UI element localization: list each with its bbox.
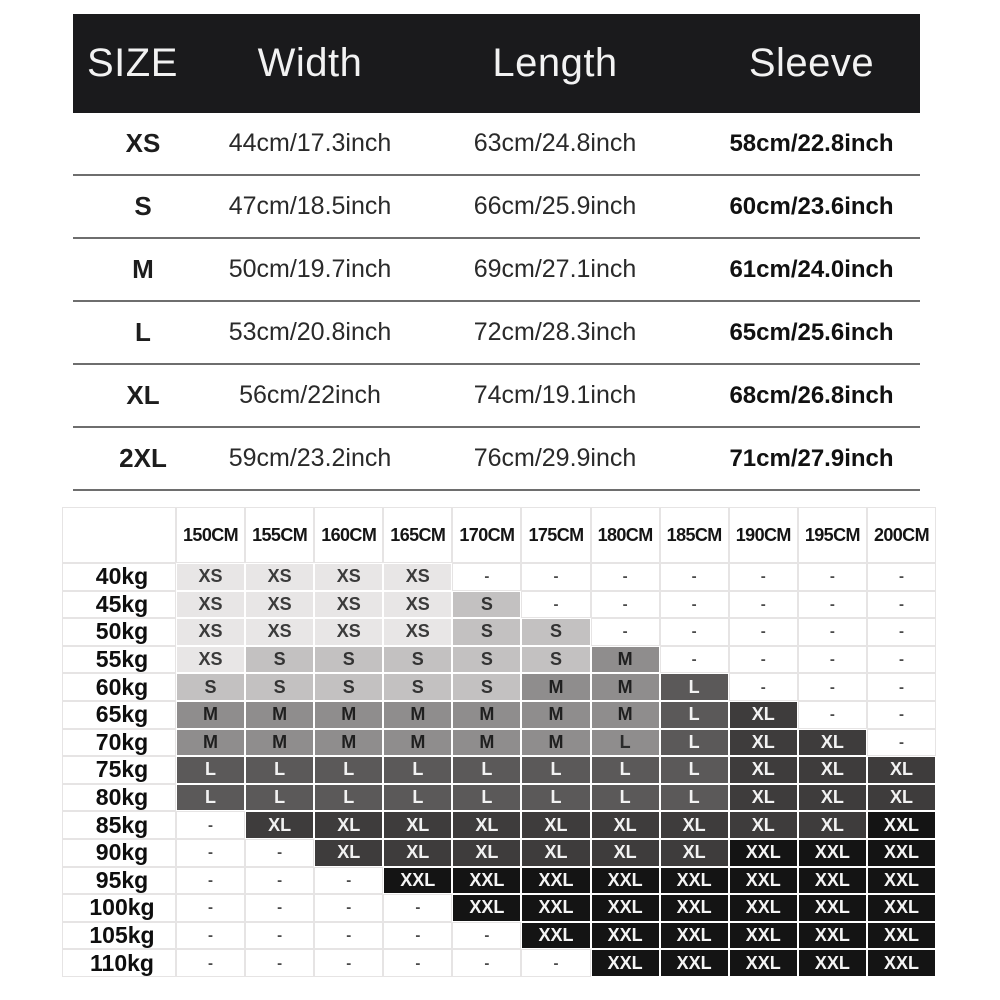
size-cell: S [453,647,520,673]
size-cell: - [177,895,244,921]
size-label: M [132,254,154,284]
size-cell: - [799,592,866,618]
size-cell: L [661,674,728,700]
weight-label: 80kg [63,785,175,811]
weight-label: 50kg [63,619,175,645]
col-header-sleeve: Sleeve [748,41,875,85]
size-cell: M [522,674,589,700]
size-cell: S [522,619,589,645]
size-cell: - [453,564,520,590]
size-cell: M [246,702,313,728]
size-cell: XL [799,785,866,811]
height-header: 195CM [799,508,866,562]
size-cell: XS [177,647,244,673]
size-cell: XXL [799,895,866,921]
size-cell: - [522,950,589,976]
size-cell: XL [592,840,659,866]
measurement-row [73,113,920,176]
size-cell: XL [661,812,728,838]
weight-label: 45kg [63,592,175,618]
size-cell: S [315,647,382,673]
size-cell: XXL [522,923,589,949]
height-header: 170CM [453,508,520,562]
sleeve-value: 71cm/27.9inch [729,444,894,472]
size-cell: XL [453,812,520,838]
size-cell: - [177,868,244,894]
size-cell: - [315,895,382,921]
weight-label: 55kg [63,647,175,673]
size-cell: L [315,757,382,783]
size-cell: XS [177,592,244,618]
size-cell: M [384,702,451,728]
size-label: L [135,317,151,347]
size-cell: XS [315,592,382,618]
sleeve-value: 61cm/24.0inch [729,255,894,283]
size-cell: XXL [730,895,797,921]
length-value: 66cm/25.9inch [473,192,637,220]
width-value: 53cm/20.8inch [228,318,392,346]
weight-label: 100kg [63,895,175,921]
size-cell: XL [730,812,797,838]
width-value: 56cm/22inch [239,381,381,409]
size-cell: XXL [453,868,520,894]
size-label: XS [125,128,161,158]
height-header: 150CM [177,508,244,562]
size-cell: XXL [868,812,935,838]
weight-label: 75kg [63,757,175,783]
size-cell: - [730,674,797,700]
size-cell: M [246,730,313,756]
size-cell: - [522,564,589,590]
size-cell: XXL [453,895,520,921]
size-cell: XXL [522,895,589,921]
size-cell: XS [177,619,244,645]
size-cell: M [384,730,451,756]
height-header: 180CM [592,508,659,562]
size-cell: L [384,785,451,811]
size-cell: S [384,647,451,673]
size-cell: - [868,592,935,618]
sleeve-value: 60cm/23.6inch [729,192,894,220]
sleeve-value: 68cm/26.8inch [729,381,894,409]
size-cell: XXL [868,895,935,921]
size-cell: L [522,757,589,783]
weight-label: 95kg [63,868,175,894]
size-cell: - [177,840,244,866]
size-cell: - [384,923,451,949]
size-cell: XL [246,812,313,838]
size-cell: L [246,757,313,783]
size-cell: L [384,757,451,783]
size-cell: XXL [592,950,659,976]
size-cell: XXL [661,868,728,894]
size-label: 2XL [119,443,167,473]
size-cell: M [177,730,244,756]
size-cell: XL [730,730,797,756]
size-cell: S [453,619,520,645]
size-cell: XS [246,564,313,590]
measurement-row [73,302,920,365]
size-cell: - [730,619,797,645]
size-cell: L [592,757,659,783]
size-cell: XXL [730,840,797,866]
col-header-length: Length [492,41,618,85]
size-cell: - [592,592,659,618]
size-cell: S [177,674,244,700]
size-cell: XL [384,840,451,866]
size-cell: XL [730,785,797,811]
width-value: 50cm/19.7inch [228,255,392,283]
size-cell: - [868,674,935,700]
col-header-size: SIZE [87,41,178,85]
size-cell: XS [315,619,382,645]
size-cell: M [453,702,520,728]
size-cell: XXL [592,868,659,894]
size-cell: - [799,647,866,673]
size-cell: XL [592,812,659,838]
col-header-width: Width [257,41,363,85]
size-cell: - [246,895,313,921]
size-cell: - [661,619,728,645]
width-value: 59cm/23.2inch [228,444,392,472]
size-cell: - [868,647,935,673]
size-cell: S [453,592,520,618]
width-value: 44cm/17.3inch [228,129,392,157]
size-cell: XL [799,757,866,783]
weight-label: 85kg [63,812,175,838]
size-cell: - [730,564,797,590]
size-cell: XS [315,564,382,590]
size-cell: L [661,730,728,756]
length-value: 72cm/28.3inch [473,318,637,346]
size-cell: XS [177,564,244,590]
height-header: 190CM [730,508,797,562]
size-cell: XXL [661,923,728,949]
size-cell: - [592,619,659,645]
size-cell: XL [384,812,451,838]
size-cell: L [453,785,520,811]
sleeve-value: 58cm/22.8inch [729,129,894,157]
measurement-table [73,14,920,491]
length-value: 74cm/19.1inch [473,381,637,409]
size-cell: XXL [661,950,728,976]
weight-label: 110kg [63,950,175,976]
size-cell: - [384,895,451,921]
size-cell: L [592,785,659,811]
length-value: 69cm/27.1inch [473,255,637,283]
length-value: 63cm/24.8inch [473,129,637,157]
size-cell: - [453,950,520,976]
size-cell: M [592,647,659,673]
size-cell: - [661,647,728,673]
size-cell: M [522,702,589,728]
size-cell: - [868,730,935,756]
size-cell: - [592,564,659,590]
size-cell: - [730,647,797,673]
size-cell: XXL [799,950,866,976]
size-cell: L [661,757,728,783]
weight-label: 105kg [63,923,175,949]
size-cell: XL [730,702,797,728]
height-header: 200CM [868,508,935,562]
size-cell: XXL [522,868,589,894]
size-cell: XS [384,592,451,618]
size-cell: XL [730,757,797,783]
height-header: 185CM [661,508,728,562]
size-cell: - [661,592,728,618]
size-cell: L [522,785,589,811]
measurement-row [73,176,920,239]
size-cell: L [315,785,382,811]
size-cell: - [799,564,866,590]
size-cell: - [799,674,866,700]
fit-matrix [63,508,935,976]
size-cell: S [384,674,451,700]
height-header: 175CM [522,508,589,562]
width-value: 47cm/18.5inch [228,192,392,220]
size-cell: - [246,840,313,866]
size-cell: XXL [868,950,935,976]
sleeve-value: 65cm/25.6inch [729,318,894,346]
size-cell: XXL [868,868,935,894]
height-header: 165CM [384,508,451,562]
size-cell: XXL [384,868,451,894]
measurement-row [73,428,920,491]
size-cell: M [315,702,382,728]
size-cell: XL [799,730,866,756]
size-cell: M [315,730,382,756]
size-cell: XS [246,619,313,645]
size-cell: XXL [592,923,659,949]
size-cell: S [315,674,382,700]
size-cell: XL [868,757,935,783]
size-cell: XXL [799,868,866,894]
size-cell: XS [384,564,451,590]
size-cell: XXL [730,868,797,894]
size-cell: - [384,950,451,976]
size-cell: XXL [868,840,935,866]
size-cell: - [246,950,313,976]
height-header: 160CM [315,508,382,562]
measurement-table-header [73,14,920,113]
size-label: XL [126,380,160,410]
size-cell: - [661,564,728,590]
size-cell: M [522,730,589,756]
size-cell: S [522,647,589,673]
size-cell: S [246,647,313,673]
size-cell: XL [522,840,589,866]
size-cell: M [592,702,659,728]
height-header: 155CM [246,508,313,562]
size-cell: M [177,702,244,728]
size-cell: M [592,674,659,700]
weight-label: 60kg [63,674,175,700]
size-cell: - [868,564,935,590]
size-cell: XL [453,840,520,866]
size-cell: - [868,619,935,645]
size-cell: - [177,923,244,949]
size-cell: XXL [730,923,797,949]
size-cell: L [177,757,244,783]
size-cell: - [868,702,935,728]
size-cell: M [453,730,520,756]
size-cell: - [315,923,382,949]
measurement-table-body [73,113,920,491]
size-cell: - [453,923,520,949]
size-cell: XL [315,840,382,866]
size-cell: XS [246,592,313,618]
size-cell: S [453,674,520,700]
size-cell: XL [661,840,728,866]
size-cell: L [246,785,313,811]
size-cell: XXL [868,923,935,949]
measurement-row [73,239,920,302]
size-cell: L [592,730,659,756]
size-cell: - [315,868,382,894]
size-cell: S [246,674,313,700]
weight-label: 65kg [63,702,175,728]
size-cell: - [315,950,382,976]
size-cell: - [177,812,244,838]
size-cell: L [453,757,520,783]
measurement-row [73,365,920,428]
size-cell: XL [315,812,382,838]
size-cell: XL [868,785,935,811]
size-cell: - [799,702,866,728]
size-cell: XXL [799,840,866,866]
size-cell: L [661,702,728,728]
weight-label: 70kg [63,730,175,756]
size-label: S [134,191,152,221]
size-cell: L [661,785,728,811]
length-value: 76cm/29.9inch [473,444,637,472]
size-cell: - [246,868,313,894]
size-cell: - [799,619,866,645]
size-cell: - [177,950,244,976]
size-cell: XXL [592,895,659,921]
size-cell: XXL [730,950,797,976]
size-cell: - [522,592,589,618]
size-cell: XXL [799,923,866,949]
size-cell: XL [522,812,589,838]
weight-label: 40kg [63,564,175,590]
weight-label: 90kg [63,840,175,866]
size-cell: - [246,923,313,949]
size-cell: XL [799,812,866,838]
size-cell: XS [384,619,451,645]
size-cell: XXL [661,895,728,921]
size-cell: L [177,785,244,811]
matrix-corner [63,508,175,562]
size-cell: - [730,592,797,618]
